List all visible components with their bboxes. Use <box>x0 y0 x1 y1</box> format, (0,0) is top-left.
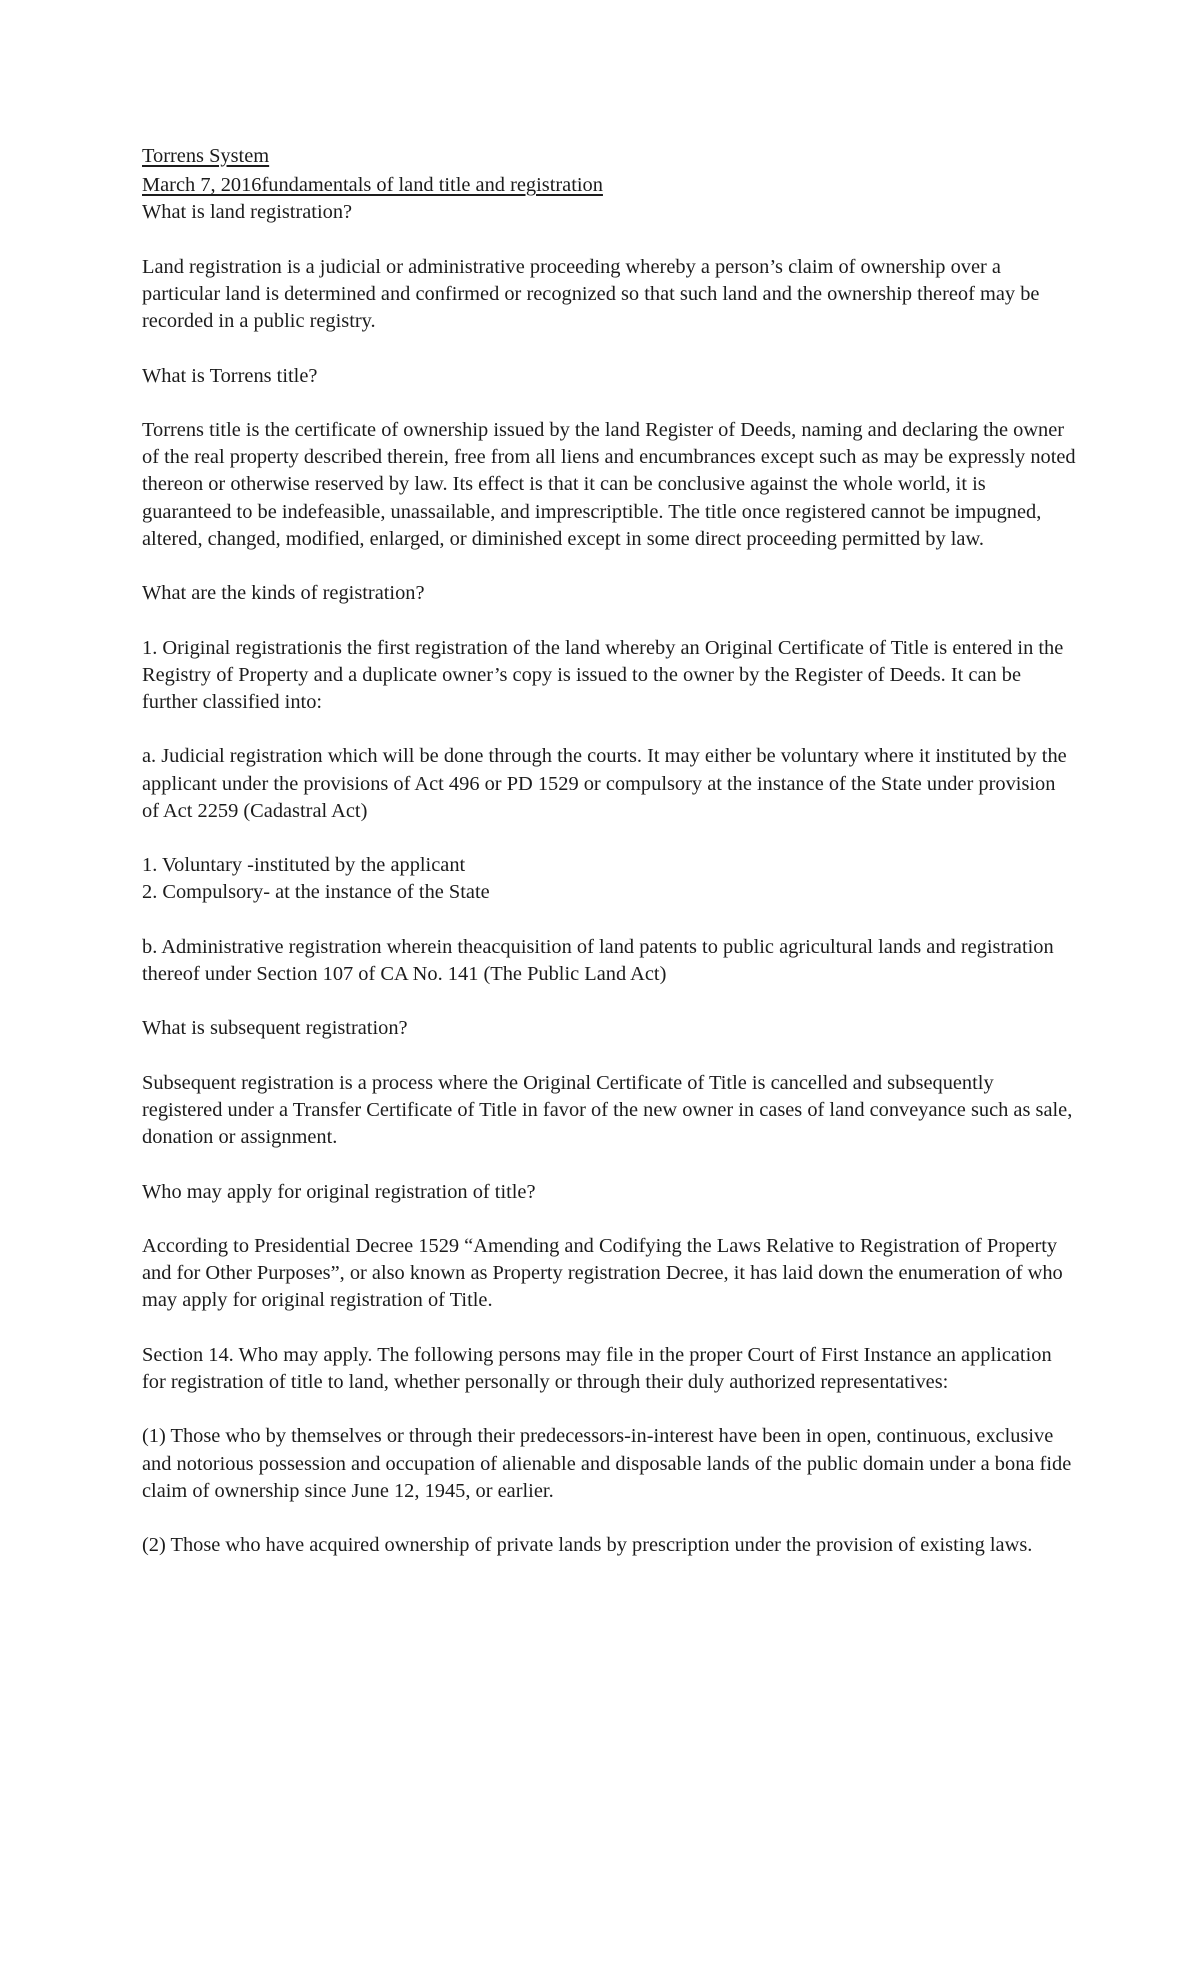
question-heading: What is land registration? <box>142 201 353 224</box>
paragraph: (2) Those who have acquired ownership of private lands by prescription under the provision of existing laws. <box>142 1534 1033 1557</box>
paragraph: 1. Original registrationis the first registration of the land whereby an Original Certificate of Title is entered in the Registry of Property and a duplicate owner’s copy is issued to the owner by the Register of Deeds. It can be further classified into: <box>142 636 1064 713</box>
document-subtitle: March 7, 2016fundamentals of land title and registration <box>142 174 603 197</box>
list-item: 1. Voluntary -instituted by the applicant <box>142 854 466 877</box>
paragraph: (1) Those who by themselves or through their predecessors-in-interest have been in open, continuous, exclusive and notorious possession and occupation of alienable and disposable lands of the public domain under a bona fide claim of ownership since June 12, 1945, or earlier. <box>142 1425 1072 1502</box>
question-heading: What is Torrens title? <box>142 364 318 387</box>
question-heading: What are the kinds of registration? <box>142 582 425 605</box>
paragraph: Torrens title is the certificate of ownership issued by the land Register of Deeds, naming and declaring the owner of the real property described therein, free from all liens and encumbrances except such as may be expressly noted thereon or otherwise reserved by law. Its effect is that it can be conclusive against the whole world, it is guaranteed to be indefeasible, unassailable, and imprescriptible. The title once registered cannot be impugned, altered, changed, modified, enlarged, or diminished except in some direct proceeding permitted by law. <box>142 418 1076 550</box>
document-body <box>142 143 1077 1559</box>
list-item: 2. Compulsory- at the instance of the State <box>142 881 490 904</box>
paragraph: According to Presidential Decree 1529 “Amending and Codifying the Laws Relative to Registration of Property and for Other Purposes”, or also known as Property registration Decree, it has laid down the enumeration of who may apply for original registration of Title. <box>142 1234 1063 1312</box>
paragraph: Land registration is a judicial or administrative proceeding whereby a person’s claim of ownership over a particular land is determined and confirmed or recognized so that such land and the ownership thereof may be recorded in a public registry. <box>142 255 1040 333</box>
question-heading: Who may apply for original registration of title? <box>142 1180 536 1203</box>
paragraph: Subsequent registration is a process where the Original Certificate of Title is cancelled and subsequently registered under a Transfer Certificate of Title in favor of the new owner in cases of land conveyance such as sale, donation or assignment. <box>142 1071 1073 1149</box>
paragraph: b. Administrative registration wherein theacquisition of land patents to public agricultural lands and registration thereof under Section 107 of CA No. 141 (The Public Land Act) <box>142 935 1054 985</box>
question-heading: What is subsequent registration? <box>142 1017 408 1040</box>
paragraph: Section 14. Who may apply. The following persons may file in the proper Court of First Instance an application for registration of title to land, whether personally or through their duly authorized representatives: <box>142 1343 1052 1393</box>
document-title: Torrens System <box>142 145 270 167</box>
paragraph: a. Judicial registration which will be done through the courts. It may either be voluntary where it instituted by the applicant under the provisions of Act 496 or PD 1529 or compulsory at the instance of the State under provision of Act 2259 (Cadastral Act) <box>142 745 1067 822</box>
